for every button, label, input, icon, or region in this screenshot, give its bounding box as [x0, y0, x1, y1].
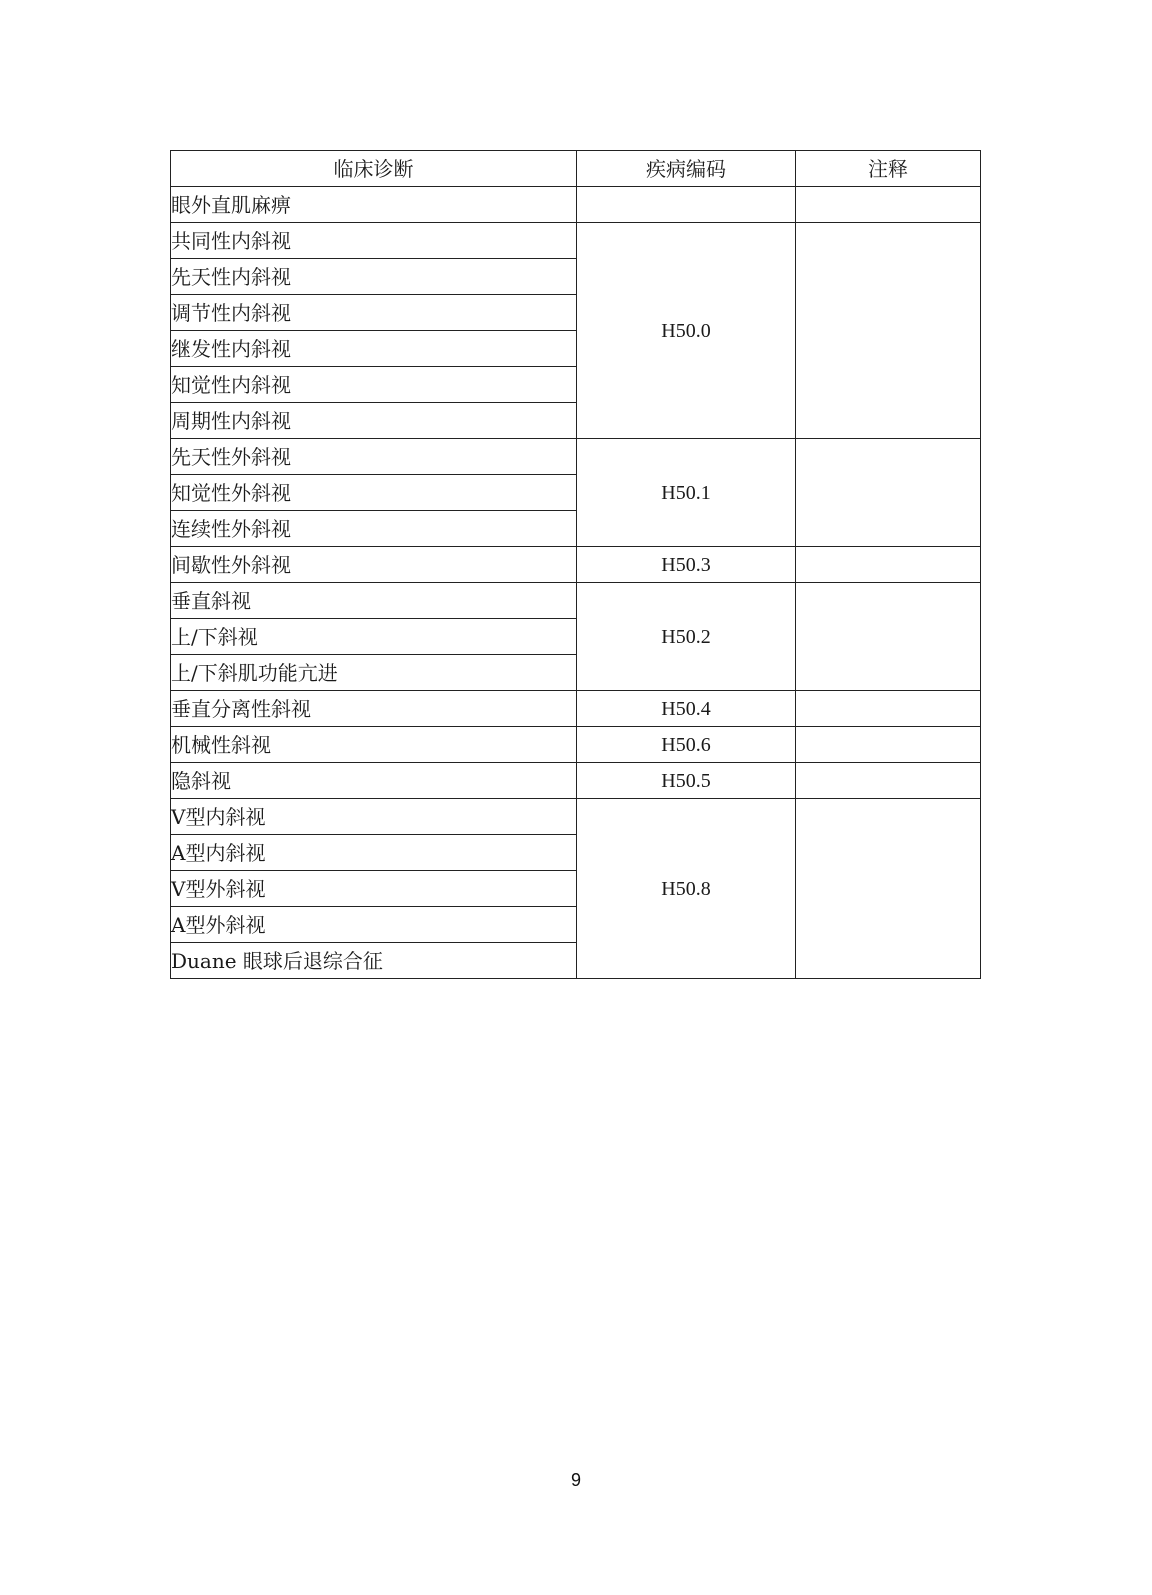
diagnosis-code-table — [170, 150, 981, 979]
table-row — [171, 583, 981, 619]
diagnosis-cell: 先天性外斜视 — [171, 439, 577, 475]
table-row — [171, 763, 981, 799]
diagnosis-cell: 连续性外斜视 — [171, 511, 577, 547]
disease-code-cell: H50.0 — [577, 223, 796, 439]
diagnosis-cell: 共同性内斜视 — [171, 223, 577, 259]
diagnosis-cell: V型内斜视 — [171, 799, 577, 835]
diagnosis-cell: 垂直分离性斜视 — [171, 691, 577, 727]
table-row — [171, 187, 981, 223]
diagnosis-cell: 知觉性内斜视 — [171, 367, 577, 403]
diagnosis-cell: 知觉性外斜视 — [171, 475, 577, 511]
diagnosis-cell: 周期性内斜视 — [171, 403, 577, 439]
header-diagnosis: 临床诊断 — [171, 151, 577, 187]
disease-code-cell: H50.2 — [577, 583, 796, 691]
disease-code-cell: H50.6 — [577, 727, 796, 763]
table-body — [171, 187, 981, 979]
diagnosis-cell: 调节性内斜视 — [171, 295, 577, 331]
disease-code-cell: H50.8 — [577, 799, 796, 979]
table-row — [171, 439, 981, 475]
disease-code-cell: H50.3 — [577, 547, 796, 583]
note-cell — [796, 223, 981, 439]
note-cell — [796, 727, 981, 763]
diagnosis-cell: A型外斜视 — [171, 907, 577, 943]
note-cell — [796, 187, 981, 223]
diagnosis-cell: A型内斜视 — [171, 835, 577, 871]
disease-code-cell — [577, 187, 796, 223]
table-header-row — [171, 151, 981, 187]
diagnosis-cell: 垂直斜视 — [171, 583, 577, 619]
note-cell — [796, 691, 981, 727]
table-row — [171, 727, 981, 763]
table-row — [171, 223, 981, 259]
diagnosis-cell: 先天性内斜视 — [171, 259, 577, 295]
note-cell — [796, 799, 981, 979]
note-cell — [796, 763, 981, 799]
disease-code-cell: H50.5 — [577, 763, 796, 799]
table-row — [171, 799, 981, 835]
table-row — [171, 691, 981, 727]
diagnosis-cell: 机械性斜视 — [171, 727, 577, 763]
table-row — [171, 547, 981, 583]
diagnosis-cell: 上/下斜肌功能亢进 — [171, 655, 577, 691]
diagnosis-cell: 间歇性外斜视 — [171, 547, 577, 583]
disease-code-cell: H50.1 — [577, 439, 796, 547]
diagnosis-cell: 隐斜视 — [171, 763, 577, 799]
note-cell — [796, 583, 981, 691]
header-disease-code: 疾病编码 — [577, 151, 796, 187]
disease-code-cell: H50.4 — [577, 691, 796, 727]
page-number: 9 — [570, 1470, 581, 1490]
diagnosis-cell: 上/下斜视 — [171, 619, 577, 655]
diagnosis-cell: V型外斜视 — [171, 871, 577, 907]
note-cell — [796, 439, 981, 547]
diagnosis-cell: Duane 眼球后退综合征 — [171, 943, 577, 979]
note-cell — [796, 547, 981, 583]
header-note: 注释 — [796, 151, 981, 187]
diagnosis-cell: 继发性内斜视 — [171, 331, 577, 367]
diagnosis-cell: 眼外直肌麻痹 — [171, 187, 577, 223]
